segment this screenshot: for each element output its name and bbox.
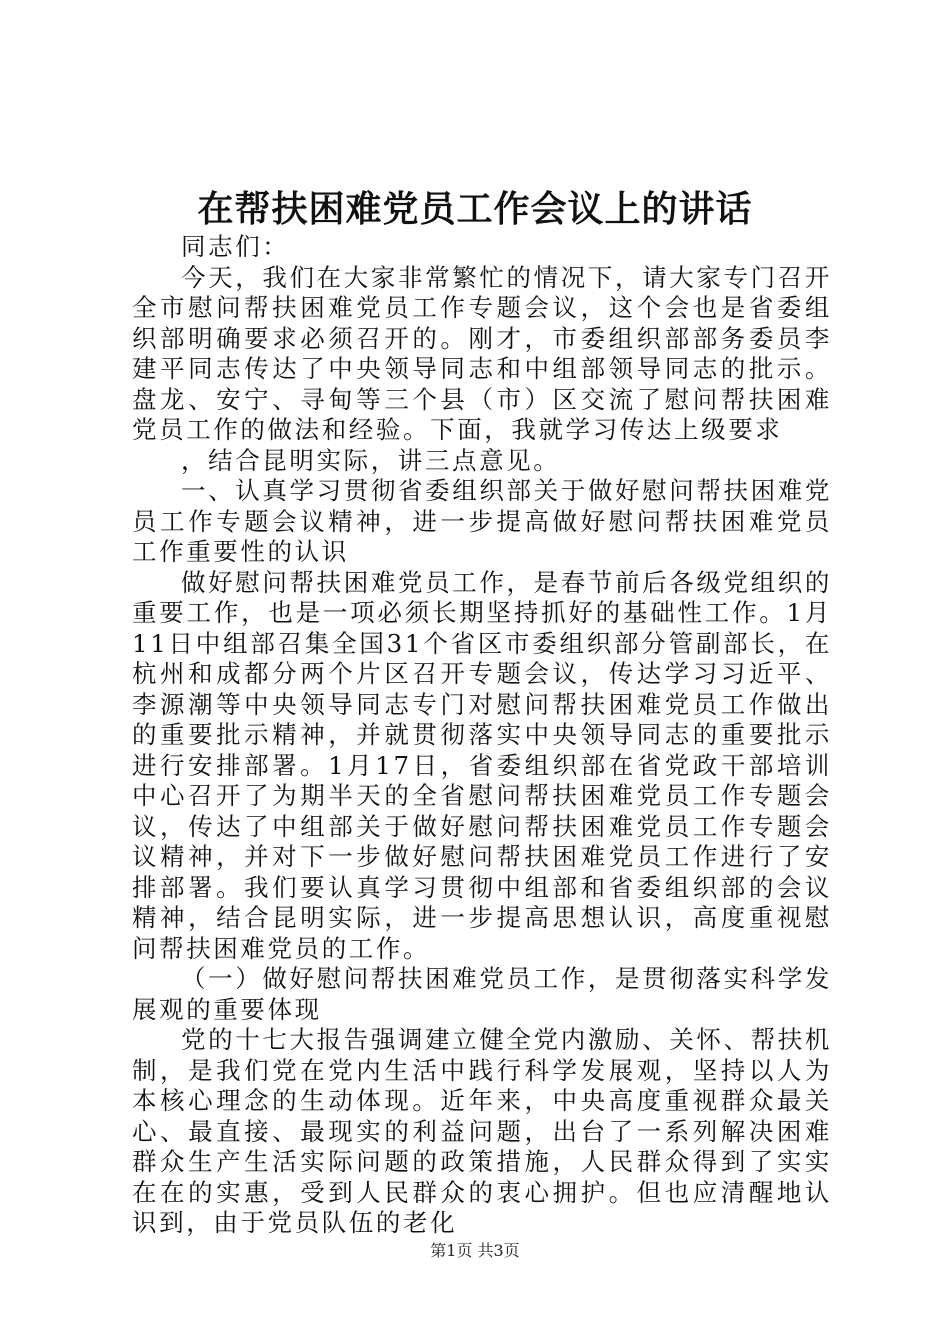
body-paragraph: 党的十七大报告强调建立健全党内激励、关怀、帮扶机制，是我们党在党内生活中践行科学发展观，坚持以人为本核心理念的生动体现。近年来，中央高度重视群众最关心、最直接、最现实的利益问题，出台了一系列解决困难群众生产生活实际问题的政策措施，人民群众得到了实实在在的实惠，受到人民群众的衷心拥护。但也应清醒地认识到，由于党员队伍的老化 <box>132 1025 832 1237</box>
body-paragraph: ，结合昆明实际，讲三点意见。 <box>181 445 561 475</box>
document-body <box>132 232 832 1239</box>
document-title: 在帮扶困难党员工作会议上的讲话 <box>197 188 753 230</box>
body-paragraph: 做好慰问帮扶困难党员工作，是春节前后各级党组织的重要工作，也是一项必须长期坚持抓好的基础性工作。1月11日中组部召集全国31个省区市委组织部分管副部长，在杭州和成都分两个片区召开专题会议，传达学习习近平、李源潮等中央领导同志专门对慰问帮扶困难党员工作做出的重要批示精神，并就贯彻落实中央领导同志的重要批示进行安排部署。1月17日，省委组织部在省党政干部培训中心召开了为期半天的全省慰问帮扶困难党员工作专题会议，传达了中组部关于做好慰问帮扶困难党员工作专题会议精神，并对下一步做好慰问帮扶困难党员工作进行了安排部署。我们要认真学习贯彻中组部和省委组织部的会议精神，结合昆明实际，进一步提高思想认识，高度重视慰问帮扶困难党员的工作。 <box>132 567 832 963</box>
section-heading: 一、认真学习贯彻省委组织部关于做好慰问帮扶困难党员工作专题会议精神，进一步提高做好慰问帮扶困难党员工作重要性的认识 <box>132 476 832 566</box>
subsection-heading: （一）做好慰问帮扶困难党员工作，是贯彻落实科学发展观的重要体现 <box>132 964 832 1024</box>
body-paragraph: 今天，我们在大家非常繁忙的情况下，请大家专门召开全市慰问帮扶困难党员工作专题会议，这个会也是省委组织部明确要求必须召开的。刚才，市委组织部部务委员李建平同志传达了中央领导同志和中组部领导同志的批示。盘龙、安宁、寻甸等三个县（市）区交流了慰问帮扶困难党员工作的做法和经验。下面，我就学习传达上级要求 <box>132 262 832 444</box>
salutation-paragraph: 同志们： <box>181 232 290 261</box>
page-number-footer: 第1页 共3页 <box>430 1241 520 1260</box>
